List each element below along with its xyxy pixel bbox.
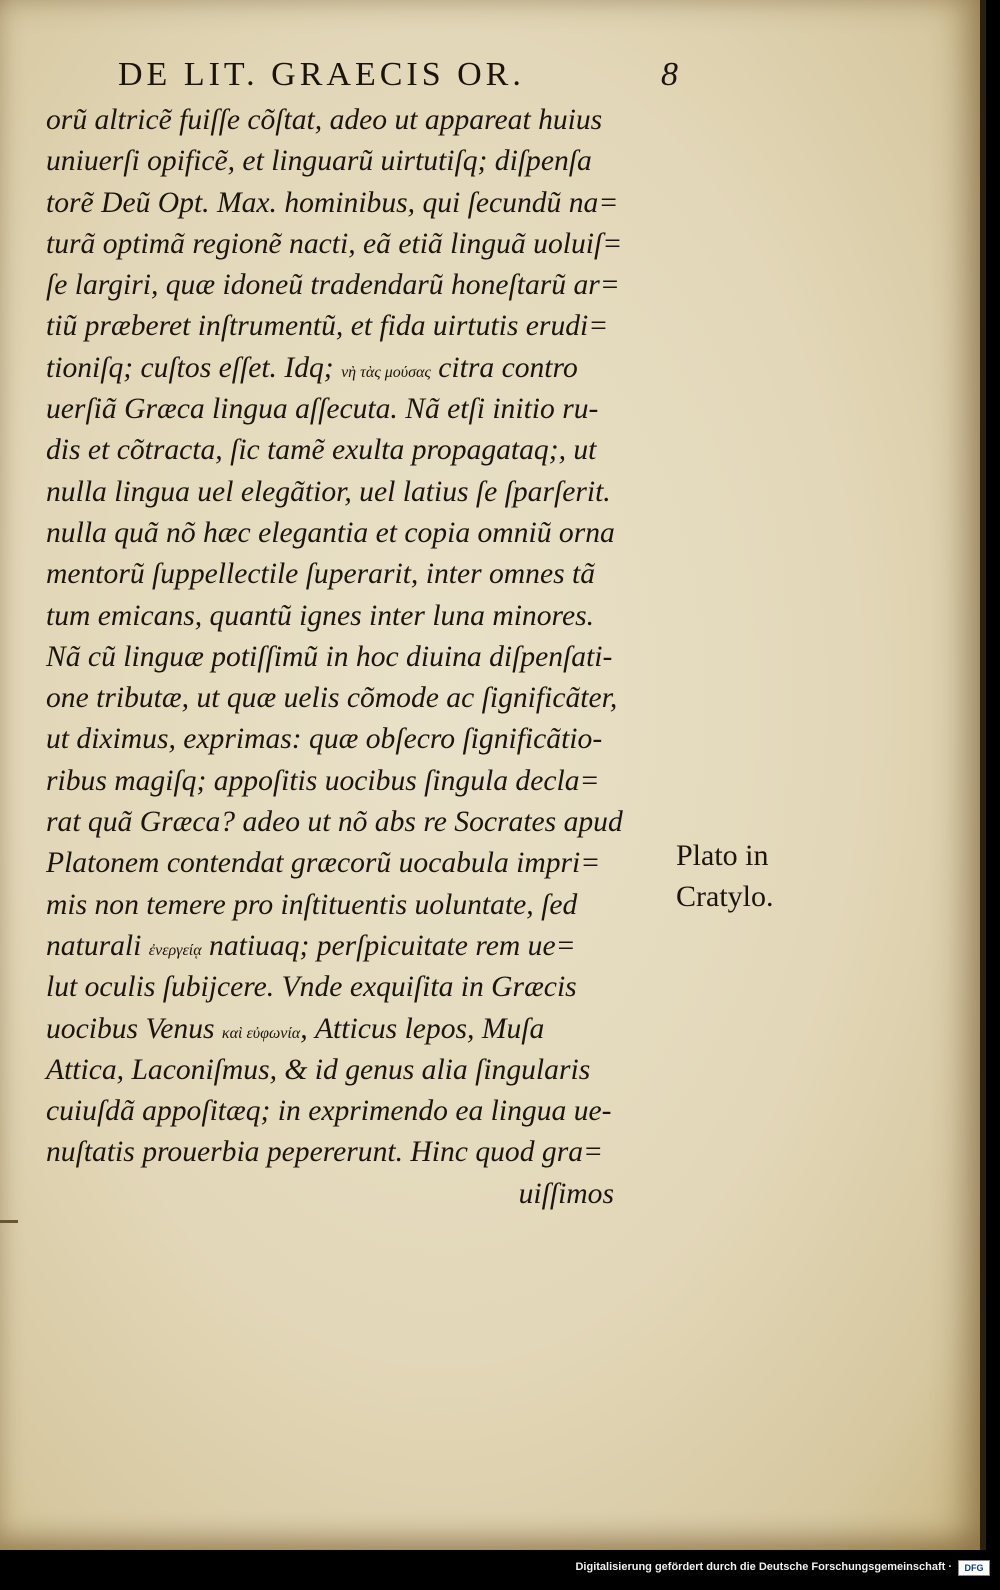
text-line: nulla quã nõ hæc elegantia et copia omniũ orna [46, 516, 615, 549]
text-line: ſe largiri, quæ idoneũ tradendarũ honeſtarũ ar= [46, 269, 620, 302]
text-line: ut diximus, exprimas: quæ obſecro ſignificãtio- [46, 723, 603, 756]
marginal-note-line: Plato in [676, 839, 769, 872]
text-line: uerſiã Græca lingua aſſecuta. Nã etſi initio ru- [46, 393, 599, 426]
text-line: uniuerſi opificẽ, et linguarũ uirtutiſq; diſpenſa [46, 145, 592, 178]
text-line: torẽ Deũ Opt. Max. hominibus, qui ſecundũ na= [46, 186, 619, 219]
marginal-note [676, 835, 826, 917]
text-line: rat quã Græca? adeo ut nõ abs re Socrates apud [46, 806, 623, 839]
greek-phrase: ἐνεργείᾳ [148, 941, 202, 959]
text-segment: tioniſq; cuſtos eſſet. Idq; [46, 351, 334, 384]
text-line: one tributæ, ut quæ uelis cõmode ac ſignificãter, [46, 682, 618, 715]
text-line: orũ altricẽ fuiſſe cõſtat, adeo ut appareat huius [46, 104, 603, 136]
running-title: DE LIT. GRAECIS OR. [118, 56, 525, 93]
text-line: ribus magiſq; appoſitis uocibus ſingula decla= [46, 764, 600, 797]
text-line: dis et cõtracta, ſic tamẽ exulta propagataq;, ut [46, 434, 597, 467]
text-line: tum emicans, quantũ ignes inter luna minores. [46, 599, 594, 632]
text-line: Attica, Laconiſmus, & id genus alia ſingularis [46, 1053, 591, 1086]
dfg-logo[interactable]: DFG [958, 1560, 990, 1576]
text-line: Platonem contendat græcorũ uocabula impri= [46, 847, 601, 880]
text-line: cuiuſdã appoſitæq; in exprimendo ea lingua ue- [46, 1095, 612, 1128]
text-line: tiũ præberet inſtrumentũ, et fida uirtutis erudi= [46, 310, 609, 343]
digitization-credit: Digitalisierung gefördert durch die Deutsche Forschungsgemeinschaft · [575, 1561, 952, 1573]
text-line-mixed [46, 348, 666, 389]
text-line: nuſtatis prouerbia pepererunt. Hinc quod gra= [46, 1136, 604, 1169]
text-line-mixed [46, 926, 666, 967]
main-text-block [46, 100, 666, 1215]
margin-mark [0, 1220, 18, 1223]
text-segment: naturali [46, 929, 142, 962]
text-line: lut oculis ſubijcere. Vnde exquiſita in Græcis [46, 971, 577, 1004]
text-line-mixed [46, 1009, 666, 1050]
text-line: mis non temere pro inſtituentis uoluntate, ſed [46, 888, 578, 921]
text-line: turã optimã regionẽ nacti, eã etiã linguã uoluiſ= [46, 227, 623, 260]
text-line: nulla lingua uel elegãtior, uel latius ſe ſparſerit. [46, 475, 611, 508]
text-segment: , Atticus lepos, Muſa [300, 1012, 545, 1045]
text-segment: natiuaq; perſpicuitate rem ue= [201, 929, 576, 962]
greek-phrase: καὶ εὐφωνία [221, 1024, 301, 1042]
running-header [118, 52, 678, 96]
text-line: mentorũ ſuppellectile ſuperarit, inter omnes tã [46, 558, 596, 591]
text-line: Nã cũ linguæ potiſſimũ in hoc diuina diſpenſati- [46, 640, 613, 673]
text-segment: uocibus Venus [46, 1012, 215, 1045]
catchword: uiſſimos [518, 1177, 614, 1210]
text-segment: citra contro [430, 351, 578, 384]
greek-phrase: νὴ τὰς μούσας [341, 363, 431, 381]
page-number: 8 [661, 56, 678, 93]
marginal-note-line: Cratylo. [676, 880, 774, 913]
